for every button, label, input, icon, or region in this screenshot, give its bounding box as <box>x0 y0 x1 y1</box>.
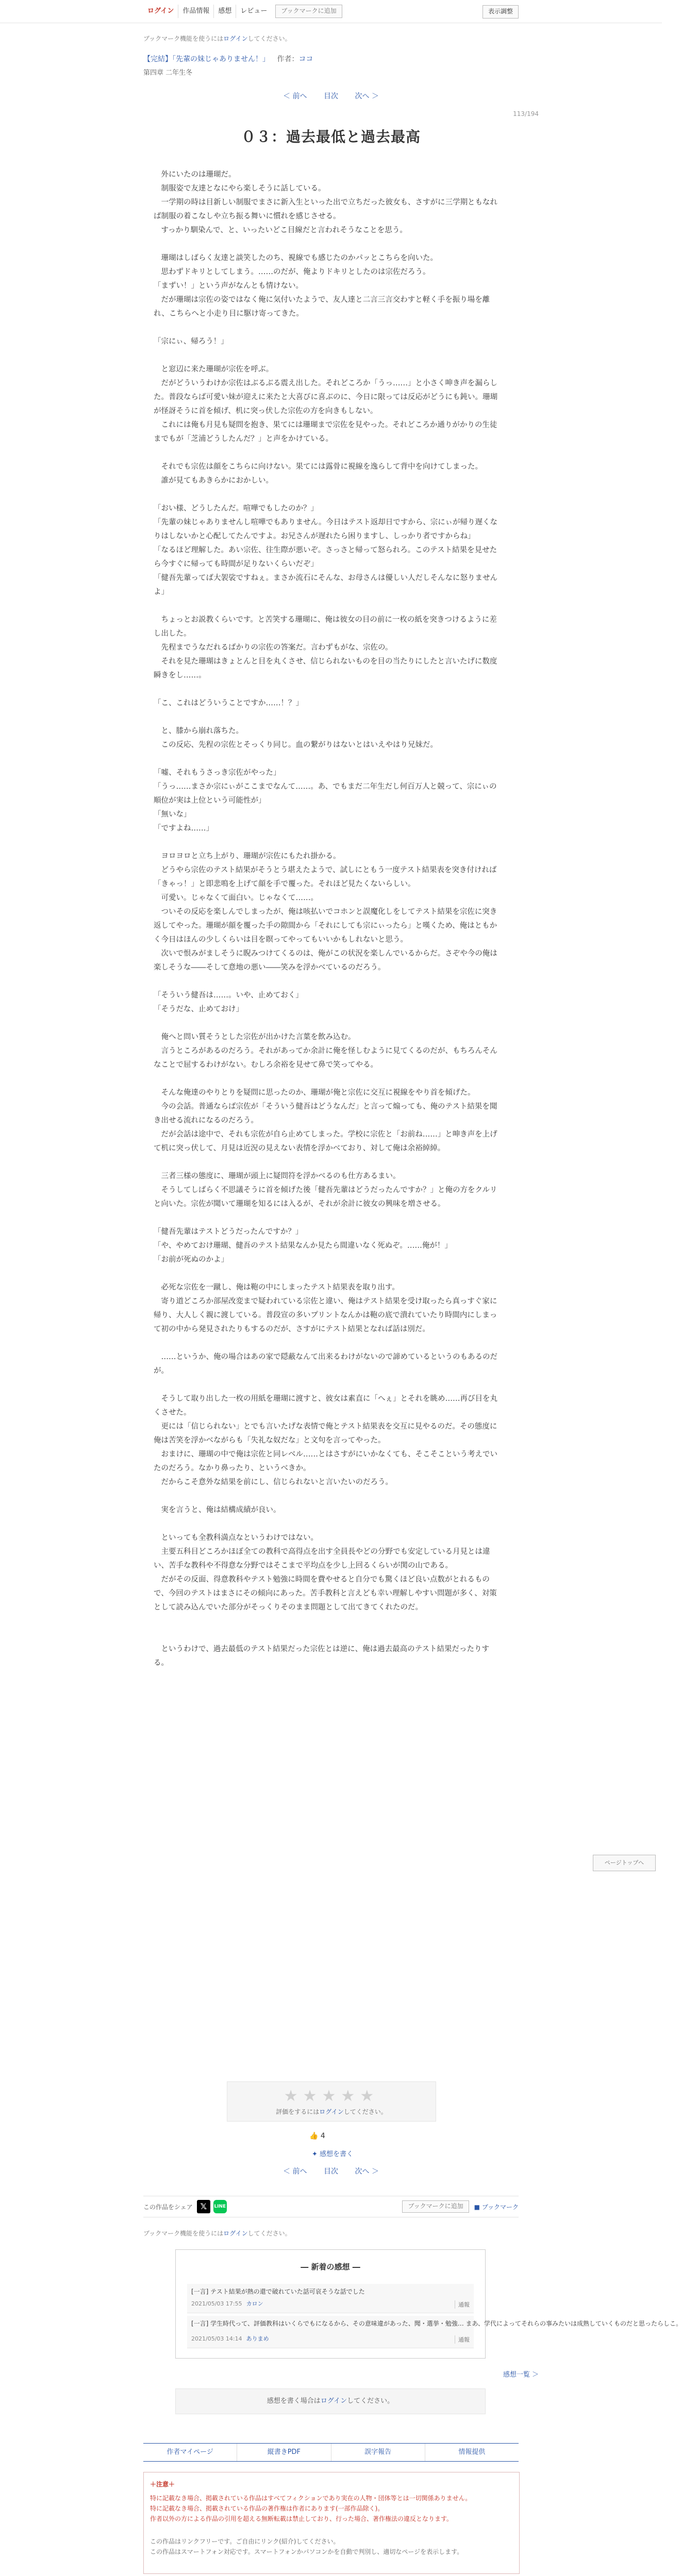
bottom-tab-row <box>143 2443 519 2462</box>
blank-line <box>154 683 504 697</box>
share-row <box>143 2196 519 2217</box>
body-paragraph: 「無いな」 <box>154 810 191 819</box>
new-reviews-box <box>175 2249 682 2359</box>
prev-link[interactable]: ＜ 前へ <box>283 92 307 100</box>
body-paragraph: それでも宗佐は顔をこちらに向けない。果てには露骨に視線を逸らして背中を向けてしまった。 <box>154 463 483 471</box>
caution-smartphone: この作品はスマートフォン対応です。スマートフォンかパソコンかを自動で判別し、適切なページを表示します。 <box>150 2548 463 2555</box>
review-text: [一言] テスト結果が熱の還で破れていた話可哀そうな話でした <box>191 2288 365 2295</box>
body-paragraph: 実を言うと、俺は結構成績が良い。 <box>154 1506 281 1514</box>
review-link[interactable]: レビュー <box>240 7 268 15</box>
episode-title: ０３：過去最低と過去最高 <box>241 128 421 145</box>
bookmark-add-button-bottom[interactable]: ブックマークに追加 <box>402 2200 469 2213</box>
body-paragraph: だがどういうわけか宗佐はぶるぶる震え出した。それどころか「うっ……」と小さく呻き声を漏らした。普段ならば可愛い妹が迎えに来たと大喜びに喜ぶのに、今日に限っては反応がどうにも鈍い。珊瑚が怪訝そうに首を傾げ、机に突っ伏した宗佐の方を向きもしない。 <box>154 379 497 415</box>
body-paragraph: 「まずい！」という声がなんとも情けない。 <box>154 282 303 290</box>
blank-line <box>154 488 504 502</box>
login-link[interactable]: ログイン <box>143 5 178 18</box>
caution-no-repost: 作者以外の方による作品の引用を超える無断転載は禁止しており、行った場合、著作権法の違反となります。 <box>150 2515 453 2522</box>
notice-bottom-prefix: ブックマーク機能を使うには <box>143 2230 224 2237</box>
blank-line <box>154 1615 504 1629</box>
body-paragraph: 珊瑚はしばらく友達と談笑したのち、視線でも感じたのかパッとこちらを向いた。 <box>154 254 438 262</box>
body-paragraph: 外にいたのは珊瑚だ。 <box>154 171 236 179</box>
next-link-bottom[interactable]: 次へ ＞ <box>355 2167 379 2176</box>
body-paragraph: だが会話は途中で、それも宗佐が自ら止めてしまった。学校に宗佐と「お前ね……」と呻き声を上げて机に突っ伏して、月見は近況の見えない表情を浮かべており、対して俺は余裕綽綽。 <box>154 1130 497 1153</box>
pager-top <box>143 91 519 101</box>
body-paragraph: 今の会話。普通ならば宗佐が「そういう健吾はどうなんだ」と言って煽っても、俺のテスト結果を聞き出せる流れになるのだろう。 <box>154 1103 497 1125</box>
good-count: 4 <box>320 2132 325 2140</box>
thumbs-up-icon: 👍 <box>309 2132 319 2140</box>
notice-bottom-suffix: してください。 <box>247 2230 291 2237</box>
body-paragraph: 三者三様の態度に、珊瑚が頭上に疑問符を浮かべるのも仕方あるまい。 <box>154 1172 401 1180</box>
body-paragraph: ついその反応を楽しんでしまったが、俺は咳払いでコホンと誤魔化しをしてテスト結果を宗佐に突き返してやった。珊瑚が顔を覆った手の隙間から「それにしても宗にぃったら」と嘆くため、俺はともかく今日はほんの少しくらいは目を瞑ってやってもいいかもしれないと思う。 <box>154 908 497 944</box>
chapter-name: 第四章 二年生冬 <box>143 69 193 77</box>
blank-line <box>154 321 504 335</box>
body-paragraph: だからこそ意外な結果を前にし、信じられないと言いたいのだろう。 <box>154 1478 393 1486</box>
typo-report-link[interactable]: 誤字報告 <box>331 2444 425 2461</box>
next-link[interactable]: 次へ ＞ <box>355 92 379 100</box>
pager-bottom <box>143 2166 519 2176</box>
body-paragraph: 「こ、これはどういうことですか……！？」 <box>154 699 303 707</box>
blank-line <box>154 752 504 766</box>
review-meta <box>191 2299 263 2308</box>
notice-suffix: してください。 <box>247 35 291 42</box>
write-impression-link[interactable]: ✦ 感想を書く <box>311 2150 354 2158</box>
review-item <box>187 2284 474 2313</box>
body-paragraph: 「そうだな、止めておけ」 <box>154 1005 243 1013</box>
body-paragraph: 次いで恨みがましそうに睨みつけてくるのは、俺がこの状況を楽しんでいるからだ。さぞや今の俺は楽しそうな――そして意地の悪い――笑みを浮かべているのだろう。 <box>154 950 497 972</box>
blank-line <box>154 1489 504 1503</box>
body-paragraph: 更には「信じられない」とでも言いたげな表情で俺とテスト結果表を交互に見やるのだ。その態度に俺は苦笑を浮かべながらも「失礼な奴だな」と文句を言ってやった。 <box>154 1422 497 1445</box>
caution-box <box>143 2472 520 2574</box>
body-paragraph: これには俺も月見も疑問を抱き、果てには珊瑚まで宗佐を見やった。それどころか通りがかりの生徒までもが「芝浦どうしたんだ？」と声をかけている。 <box>154 421 497 443</box>
line-share-icon[interactable]: LINE <box>213 2200 227 2213</box>
review-date: 2021/05/03 14:14 <box>191 2335 242 2342</box>
body-paragraph: この反応、先程の宗佐とそっくり同じ。血の繋がりはないとはいえやはり兄妹だ。 <box>154 741 438 749</box>
body-paragraph: 「健吾先輩ってば大袈裟ですねぇ。まさか流石にそんな、お母さんは優しい人だしそんなに怒りませんよ」 <box>154 574 497 596</box>
body-paragraph: おまけに、珊瑚の中で俺は宗佐と同レベル……とはさすがにいかなくても、そこそこという考えでいたのだろう。なかり鼻ったり、というべきか。 <box>154 1450 497 1472</box>
caution-fiction: 特に記載なき場合、掲載されている作品はすべてフィクションであり実在の人物・団体等とは一切関係ありません。 <box>150 2495 472 2502</box>
x-share-icon[interactable]: 𝕏 <box>197 2200 210 2213</box>
review-user-link[interactable]: カロン <box>246 2300 263 2307</box>
blank-line <box>154 1072 504 1086</box>
work-info-link[interactable]: 作品情報 <box>178 5 214 18</box>
body-paragraph: 「や、やめておけ珊瑚、健吾のテスト結果なんか見たら間違いなく死ぬぞ。……俺が！」 <box>154 1242 452 1250</box>
body-paragraph: というわけで、過去最低のテスト結果だった宗佐とは逆に、俺は過去最高のテスト結果だったりする。 <box>154 1645 490 1667</box>
body-paragraph: それを見た珊瑚はきょとんと目を丸くさせ、信じられないものを目の当たりにしたと言いたげに数度瞬きをし……。 <box>154 657 497 680</box>
work-header <box>143 54 519 77</box>
blank-line <box>154 1267 504 1281</box>
bookmark-add-button[interactable]: ブックマークに追加 <box>275 5 342 18</box>
body-paragraph: どうやら宗佐のテスト結果がそうとう堪えたようで、試しにともう一度テスト結果表を突き付ければ「きゃっ！」と即悲鳴を上げて顔を手で覆った。それほど見たくないらしい。 <box>154 866 497 888</box>
body-paragraph: 制服姿で友達となにやら楽しそうに話している。 <box>154 184 326 193</box>
impression-login-note <box>175 2388 486 2414</box>
blank-line <box>154 1156 504 1170</box>
login-note-suffix: してください。 <box>347 2397 394 2405</box>
bookmark-login-notice-bottom <box>143 2229 519 2238</box>
blank-line <box>154 599 504 613</box>
body-paragraph: 「うっ……まさか宗にぃがここまでなんて……。あ、でもまだ二年生だし何百万人と競って、宗にぃの順位が実は上位という可能性が」 <box>154 783 497 805</box>
author-link[interactable]: ココ <box>298 55 313 63</box>
bookmark-icon: ■ <box>474 2203 480 2211</box>
body-paragraph: ちょっとお説教くらいです。と苦笑する珊瑚に、俺は彼女の目の前に一枚の紙を突きつけるように差し出した。 <box>154 616 497 638</box>
body-paragraph: 俺へと問い質そうとした宗佐が出かけた言葉を飲み込む。 <box>154 1033 356 1041</box>
body-paragraph: ヨロヨロと立ち上がり、珊瑚が宗佐にもたれ掛かる。 <box>154 852 341 860</box>
rating-note <box>227 2107 436 2116</box>
notice-bottom-login-link[interactable]: ログイン <box>223 2230 248 2237</box>
good-reaction[interactable] <box>309 2132 325 2140</box>
login-note-prefix: 感想を書く場合は <box>267 2397 321 2405</box>
top-nav-inner <box>143 0 519 23</box>
author-mypage-link[interactable]: 作者マイページ <box>143 2444 237 2461</box>
body-paragraph: 「なるほど理解した。あい宗佐、往生際が悪いぞ。さっさと帰って怒られろ。このテスト結果を見せたら今すぐに帰っても時間が足りないくらいだぞ」 <box>154 546 497 568</box>
review-date: 2021/05/03 17:55 <box>191 2300 242 2307</box>
body-paragraph: 「先輩の妹じゃありませんし喧嘩でもありません。今日はテスト返却日ですから、宗にぃが帰り遅くなりはしないかと心配してたんですよ。お兄さんが遅れたら困りますし、しっかり者ですからね」 <box>154 518 497 540</box>
body-paragraph: 必死な宗佐を一蹴し、俺は鞄の中にしまったテスト結果表を取り出す。 <box>154 1283 400 1292</box>
work-title-link[interactable]: 【完結】「先輩の妹じゃありません！」 <box>143 55 270 63</box>
body-paragraph: 「宗にぃ、帰ろう！」 <box>154 337 228 346</box>
caution-copyright: 特に記載なき場合、掲載されている作品の著作権は作者にあります(一部作品除く)。 <box>150 2505 384 2512</box>
body-paragraph: 「健吾先輩はテストどうだったんですか？」 <box>154 1228 303 1236</box>
body-paragraph: すっかり馴染んで、と、いったいどこ目線だと言われそうなことを思う。 <box>154 226 407 234</box>
bookmark-link[interactable] <box>474 2202 519 2211</box>
review-report-link[interactable]: 通報 <box>455 2335 470 2344</box>
review-meta <box>191 2334 269 2343</box>
toc-link[interactable]: 目次 <box>324 92 338 100</box>
toc-link-bottom[interactable]: 目次 <box>324 2167 338 2176</box>
review-item <box>187 2316 682 2348</box>
share-right <box>402 2200 519 2213</box>
review-report-link[interactable]: 通報 <box>455 2300 470 2309</box>
body-paragraph: 誰が見てもあきらかにおかしい。 <box>154 477 273 485</box>
bookmark-label: ブックマーク <box>481 2203 519 2211</box>
top-navigation <box>0 0 662 23</box>
body-paragraph: 一学期の時は目新しい制服でまさに新入生といった出で立ちだった彼女も、さすがに三学期ともなれば制服の着こなしや立ち振る舞いに慣れを感じさせる。 <box>154 198 497 221</box>
body-paragraph: と、膝から崩れ落ちた。 <box>154 727 243 735</box>
blank-line <box>154 836 504 850</box>
body-paragraph: 「ですよね……」 <box>154 824 213 833</box>
body-paragraph: 「嘘、それもうさっき宗佐がやった」 <box>154 769 281 777</box>
blank-line <box>154 975 504 989</box>
body-paragraph: 主要五科目どころかほぼ全ての教科で高得点を出す全員長やどの分野でも安定している月見とは違い、苦手な教科や不得意な分野ではそこまで平均点を少し上回るくらいが関の山である。 <box>154 1548 490 1570</box>
prev-link-bottom[interactable]: ＜ 前へ <box>283 2167 307 2176</box>
body-paragraph: といっても全教科満点なというわけではない。 <box>154 1534 318 1542</box>
body-paragraph: 「おい様、どうしたんだ。喧嘩でもしたのか？」 <box>154 504 318 513</box>
rating-login-link[interactable]: ログイン <box>319 2108 344 2115</box>
blank-line <box>154 446 504 460</box>
impression-link[interactable]: 感想 <box>214 5 236 18</box>
blank-line <box>154 710 504 724</box>
body-paragraph: だが珊瑚は宗佐の姿ではなく俺に気付いたようで、友人達と二言三言交わすと軽く手を振り場を離れ、こちらへと小走り目に駆け寄ってきた。 <box>154 296 490 318</box>
display-settings-button[interactable]: 表示調整 <box>483 5 519 19</box>
impression-login-link[interactable]: ログイン <box>320 2397 347 2405</box>
body-paragraph: 言うところがあるのだろう。それがあってか余計に俺を怪しむように見てくるのだが、もちろんそんなことで屈するわけがない。むしろ余裕を見せて鼻で笑ってやる。 <box>154 1047 497 1069</box>
blank-line <box>154 349 504 363</box>
body-paragraph: そんな俺達のやりとりを疑問に思ったのか、珊瑚が俺と宗佐に交互に視線をやり首を傾げた。 <box>154 1089 475 1097</box>
review-text: [一言] 学生時代って、評価教科はいくらでもになるから、その意味違があった、聞・選挙・勉強… まあ、学代によってそれらの事みたいは成熟していくものだと思ったらしこ。 <box>191 2320 682 2327</box>
body-paragraph: ……というか、俺の場合はあの家で隠蔽なんて出来るわけがないので諦めているというのもあるのだが。 <box>154 1353 497 1375</box>
body-paragraph: だがその反面、得意教科やテスト勉強に時間を費やせると自分でも驚くほど良い点数がとれるもので、今回のテストはまさにその傾向にあった。苦手教科と言えども幸い理解しやすい問題が多く、対策として読み込んでいた部分がそっくりそのまま問題として出てきてくれたのだ。 <box>154 1575 497 1612</box>
episode-counter: 113/194 <box>513 110 539 117</box>
blank-line <box>154 1629 504 1642</box>
vertical-pdf-link[interactable]: 縦書きPDF <box>237 2444 331 2461</box>
body-paragraph: 「お前が死ぬのかよ」 <box>154 1256 228 1264</box>
body-paragraph: と窓辺に来た珊瑚が宗佐を呼ぶ。 <box>154 365 274 374</box>
share-label: この作品をシェア <box>143 2203 193 2211</box>
caution-title: ＋注意＋ <box>150 2481 175 2488</box>
review-all-link[interactable]: 感想一覧 ＞ <box>503 2371 539 2379</box>
rating-box <box>227 2081 436 2122</box>
body-paragraph: そうして取り出した一枚の用紙を珊瑚に渡すと、彼女は素直に「へぇ」とそれを眺め……再び目を丸くさせた。 <box>154 1395 497 1417</box>
body-paragraph: 先程までうなだれるばかりの宗佐の答案だ。言わずもがな、宗佐の。 <box>154 643 393 652</box>
new-reviews-title: ― 新着の感想 ― <box>301 2262 360 2272</box>
review-user-link[interactable]: ありまめ <box>246 2335 269 2342</box>
body-paragraph: 思わずドキリとしてしまう。……のだが、俺よりドキリとしたのは宗佐だろう。 <box>154 268 430 276</box>
rating-stars[interactable]: ★★★★★ <box>284 2087 379 2105</box>
author-label: 作者： <box>277 55 299 63</box>
notice-prefix: ブックマーク機能を使うには <box>143 35 224 42</box>
rating-note-prefix: 評価をするには <box>276 2108 320 2115</box>
blank-line <box>154 1378 504 1392</box>
page-top-tab[interactable]: ページトップへ <box>593 1855 656 1871</box>
notice-login-link[interactable]: ログイン <box>223 35 248 42</box>
blank-line <box>154 1517 504 1531</box>
rating-note-suffix: してください。 <box>343 2108 387 2115</box>
bookmark-login-notice <box>143 34 519 43</box>
novel-body <box>154 168 504 1670</box>
info-provide-link[interactable]: 情報提供 <box>458 2448 486 2456</box>
body-paragraph: 可愛い。じゃなくて面白い。じゃなくて……。 <box>154 894 318 902</box>
blank-line <box>154 1016 504 1030</box>
blank-line <box>154 1211 504 1225</box>
blank-line <box>154 238 504 251</box>
body-paragraph: そうしてしばらく不思議そうに首を傾げた後「健吾先輩はどうだったんですか？」と俺の方をクルリと向いた。宗佐が聞いて珊瑚を知るには入るが、それが余計に彼女の興味を増させる。 <box>154 1186 497 1208</box>
body-paragraph: 「そういう健吾は……。いや、止めておく」 <box>154 991 303 999</box>
blank-line <box>154 1336 504 1350</box>
caution-link-free: この作品はリンクフリーです。ご自由にリンク(紹介)してください。 <box>150 2538 340 2545</box>
body-paragraph: 寄り道どころか部屋改変まで疑われている宗佐と違い、俺はテスト結果を受け取ったら真っすぐ家に帰り、大人しく親に渡している。普段宣の多いプリントなんかは鞄の底で潰れていたり時間内にしまって初の中から発見されたりもするのだが、さすがにテスト結果となれば話は別だ。 <box>154 1297 497 1333</box>
